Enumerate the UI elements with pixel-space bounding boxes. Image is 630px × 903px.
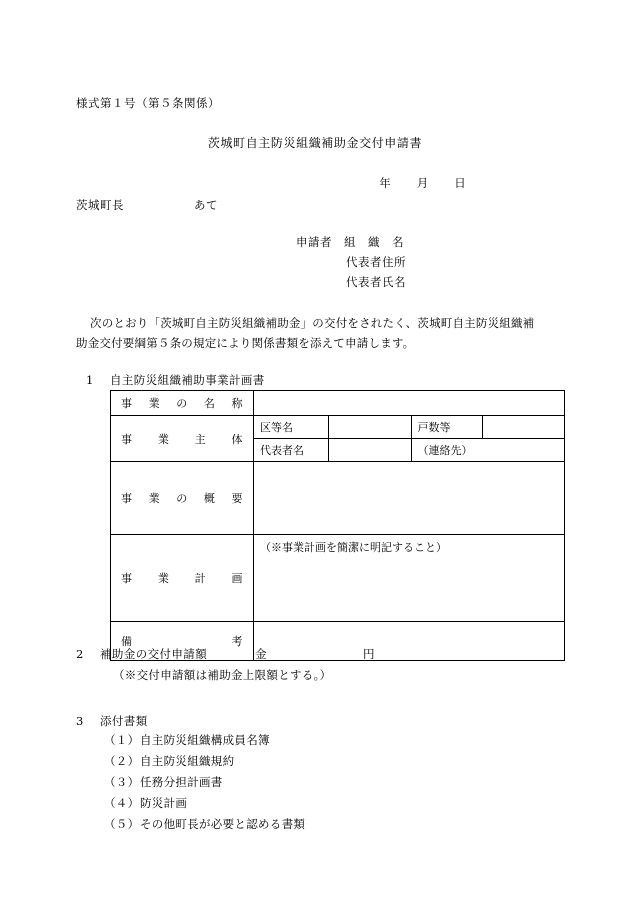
list-item-index: （１）: [104, 733, 140, 747]
list-item-text: 自主防災組織規約: [140, 754, 235, 768]
row-outline-label: 事 業 の 概 要: [111, 462, 254, 535]
list-item-text: 防災計画: [140, 796, 188, 810]
row-business-name-label: 事 業 の 名 称: [111, 391, 254, 416]
cell-representative-label: 代表者名: [254, 439, 329, 462]
list-item-index: （３）: [104, 775, 140, 789]
section-2-label: 補助金の交付申請額: [100, 647, 208, 661]
list-item: [104, 772, 305, 793]
date-month-label: 月: [416, 176, 429, 190]
applicant-name-line: 代表者氏名: [346, 275, 406, 289]
table-row: [111, 391, 565, 416]
list-item-index: （４）: [104, 796, 140, 810]
applicant-block: [296, 232, 406, 292]
cell-representative-value[interactable]: [329, 439, 412, 462]
attachment-list: [104, 730, 305, 835]
date-day-label: 日: [454, 176, 466, 190]
cell-district-value[interactable]: [329, 416, 412, 439]
form-number: 様式第１号（第５条関係）: [76, 96, 220, 110]
document-title: 茨城町自主防災組織補助金交付申請書: [207, 136, 423, 150]
body-paragraph-line1: 次のとおり「茨城町自主防災組織補助金」の交付をされたく、茨城町自主防災組織補: [90, 316, 535, 330]
cell-households-label: 戸数等: [411, 416, 482, 439]
row-business-name-value[interactable]: [254, 391, 565, 416]
section-3-heading: [76, 713, 148, 729]
cell-contact-label: （連絡先）: [411, 439, 565, 462]
list-item: [104, 751, 305, 772]
list-item: [104, 730, 305, 751]
list-item-text: 任務分担計画書: [140, 775, 223, 789]
date-line: [0, 175, 630, 191]
row-business-subject-label: 事 業 主 体: [111, 416, 254, 462]
row-plan-note: （※事業計画を簡潔に明記すること）: [260, 541, 447, 554]
applicant-address-line: 代表者住所: [346, 255, 406, 269]
section-2-heading: [76, 646, 375, 662]
applicant-organization-line: 申請者 組 織 名: [296, 235, 404, 249]
row-outline-value[interactable]: [254, 462, 565, 535]
section-2-number: 2: [76, 647, 84, 661]
cell-district-label: 区等名: [254, 416, 329, 439]
table-row: [111, 462, 565, 535]
row-plan-value[interactable]: [254, 535, 565, 622]
table-row: [111, 416, 565, 439]
section-1-heading: [86, 372, 265, 388]
section-1-label: 自主防災組織補助事業計画書: [110, 373, 265, 387]
row-remarks-label: 備 考: [111, 622, 254, 661]
list-item: [104, 814, 305, 835]
cell-households-value[interactable]: [482, 416, 565, 439]
section-3-number: 3: [76, 714, 84, 728]
row-plan-label: 事 業 計 画: [111, 535, 254, 622]
list-item-index: （２）: [104, 754, 140, 768]
section-2-unit-label: 円: [363, 647, 375, 661]
section-2-note: （※交付申請額は補助金上限額とする。）: [113, 668, 332, 682]
list-item-index: （５）: [104, 817, 140, 831]
body-paragraph: [76, 313, 556, 353]
table-row: [111, 535, 565, 622]
section-3-label: 添付書類: [100, 714, 148, 728]
plan-table: [110, 390, 565, 661]
addressee: [76, 197, 218, 213]
date-year-label: 年: [379, 176, 391, 190]
list-item: [104, 793, 305, 814]
list-item-text: その他町長が必要と認める書類: [140, 817, 306, 831]
section-2-amount-label: 金: [255, 647, 268, 661]
addressee-name: 茨城町長: [76, 198, 124, 212]
body-paragraph-line2: 助金交付要綱第５条の規定により関係書類を添えて申請します。: [76, 336, 415, 350]
list-item-text: 自主防災組織構成員名簿: [140, 733, 270, 747]
section-1-number: 1: [86, 373, 94, 387]
addressee-suffix: あて: [194, 198, 218, 212]
